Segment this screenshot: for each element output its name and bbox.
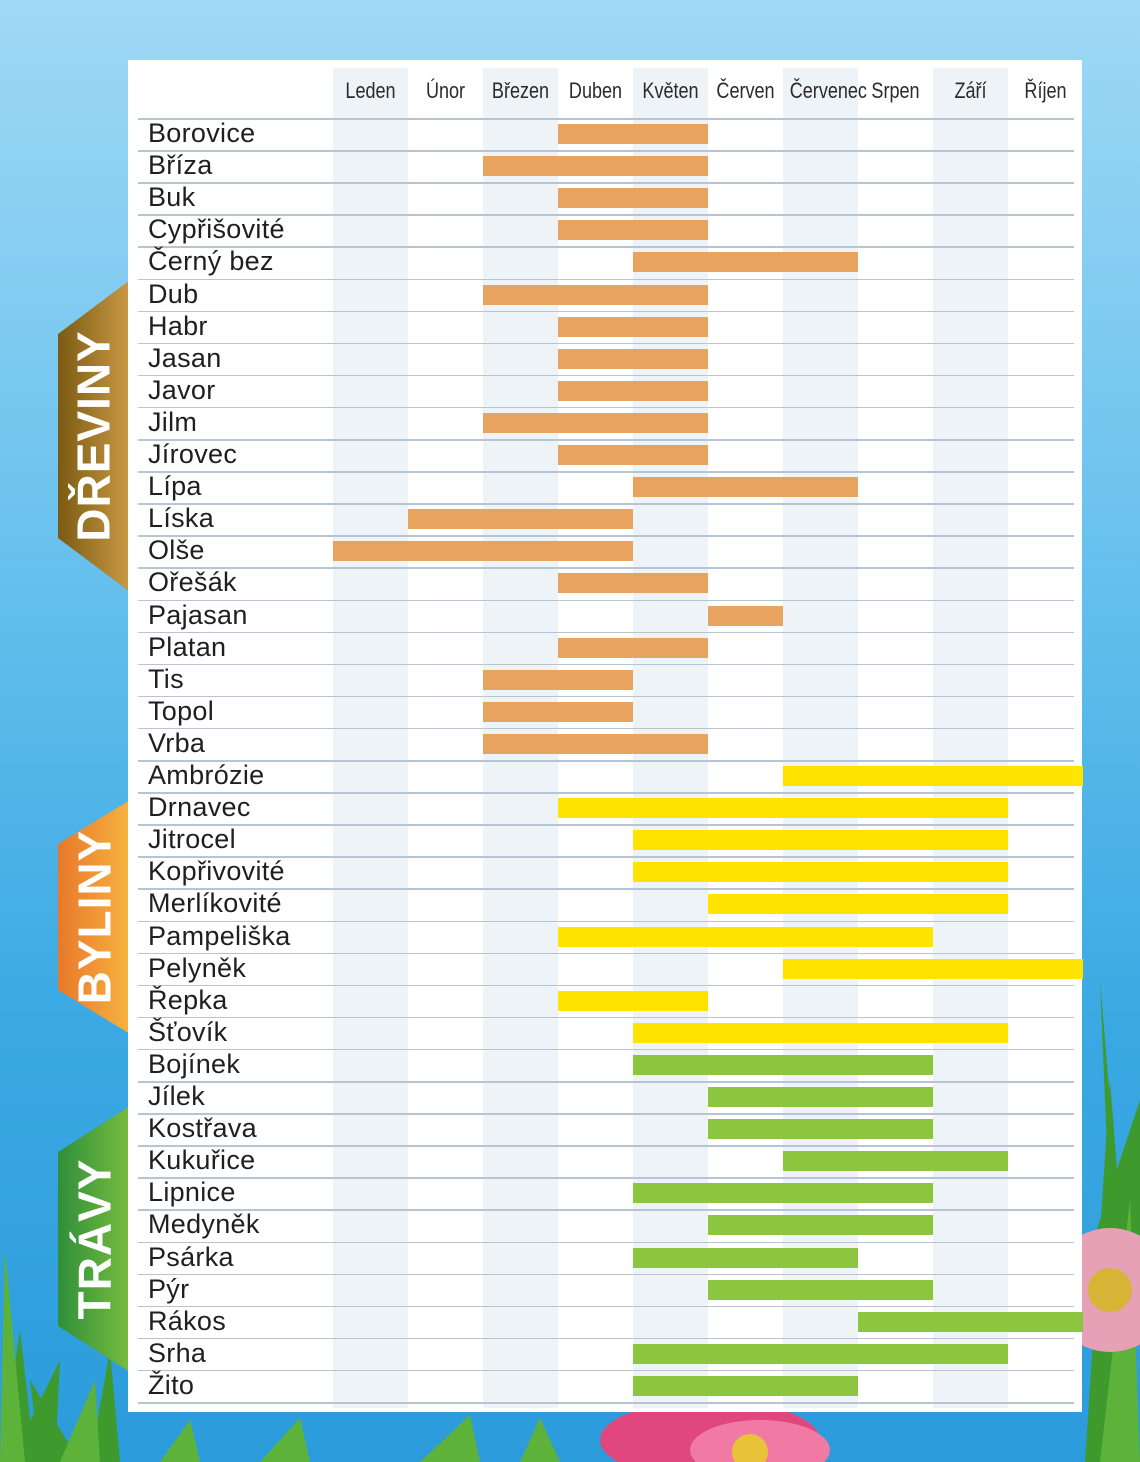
plant-name: Cypřišovité (148, 214, 285, 245)
row-divider (138, 150, 1074, 152)
pollen-season-bar (483, 670, 633, 690)
pollen-season-bar (558, 188, 708, 208)
pollen-season-bar (483, 702, 633, 722)
pollen-season-bar (633, 1344, 1008, 1364)
plant-name: Borovice (148, 118, 256, 148)
row-divider (138, 1209, 1074, 1211)
plant-name: Řepka (148, 984, 228, 1015)
row-divider (138, 953, 1074, 955)
month-label: Duben (568, 78, 623, 103)
row-divider (138, 1402, 1074, 1404)
plant-name: Pýr (148, 1273, 190, 1304)
plant-name: Lipnice (148, 1177, 236, 1208)
row-divider (138, 1145, 1074, 1147)
pollen-season-bar (708, 606, 783, 626)
pollen-season-bar (558, 317, 708, 337)
group-tab-byliny (58, 800, 130, 1034)
pollen-season-bar (558, 381, 708, 401)
plant-name: Srha (148, 1337, 207, 1368)
plant-name: Rákos (148, 1305, 227, 1336)
row-divider (138, 760, 1074, 762)
plant-name: Drnavec (148, 792, 251, 823)
pollen-season-bar (333, 541, 633, 561)
row-divider (138, 1113, 1074, 1115)
row-divider (138, 471, 1074, 473)
pollen-season-bar (858, 1312, 1083, 1332)
row-divider (138, 728, 1074, 730)
row-divider (138, 664, 1074, 666)
row-divider (138, 696, 1074, 698)
pollen-season-bar (633, 1248, 858, 1268)
pollen-season-bar (558, 573, 708, 593)
month-label: Září (954, 78, 987, 103)
row-divider (138, 246, 1074, 248)
row-divider (138, 1338, 1074, 1340)
pollen-season-bar (633, 1055, 933, 1075)
row-divider (138, 439, 1074, 441)
pollen-season-bar (708, 1119, 933, 1139)
pollen-season-bar (558, 927, 933, 947)
plant-name: Jírovec (148, 439, 238, 469)
row-divider (138, 118, 1074, 120)
plant-name: Jilm (148, 406, 198, 437)
pollen-season-bar (558, 798, 1008, 818)
plant-name: Medyněk (148, 1209, 260, 1240)
row-divider (138, 311, 1074, 313)
pollen-season-bar (783, 1151, 1008, 1171)
plant-name: Olše (148, 535, 205, 566)
plant-name: Kopřivovité (148, 856, 285, 887)
plant-name: Kostřava (148, 1113, 257, 1144)
plant-name: Šťovík (148, 1016, 228, 1047)
row-divider (138, 792, 1074, 794)
row-divider (138, 1306, 1074, 1308)
row-divider (138, 535, 1074, 537)
plant-name: Lípa (148, 471, 202, 502)
group-tab-dreviny (58, 280, 130, 592)
plant-name: Bříza (148, 150, 213, 181)
plant-name: Bojínek (148, 1048, 241, 1079)
row-divider (138, 567, 1074, 569)
group-label-byliny: BYLINY (68, 829, 120, 1005)
plant-name: Topol (148, 695, 215, 726)
plant-name: Pajasan (148, 599, 248, 630)
row-divider (138, 1049, 1074, 1051)
pollen-season-bar (483, 413, 708, 433)
pollen-season-bar (783, 766, 1083, 786)
pollen-season-bar (708, 1087, 933, 1107)
pollen-season-bar (633, 1023, 1008, 1043)
plant-name: Jílek (148, 1081, 206, 1111)
group-tab-travy (58, 1106, 130, 1372)
plant-name: Kukuřice (148, 1145, 256, 1176)
row-divider (138, 279, 1074, 281)
pollen-season-bar (558, 638, 708, 658)
plant-name: Černý bez (148, 246, 274, 277)
pollen-season-bar (708, 894, 1008, 914)
plant-name: Tis (148, 663, 184, 694)
pollen-season-bar (633, 477, 858, 497)
pollen-season-bar (483, 734, 708, 754)
month-label: Leden (345, 78, 396, 103)
pollen-season-bar (633, 252, 858, 272)
row-divider (138, 503, 1074, 505)
pollen-season-bar (558, 991, 708, 1011)
plant-name: Pampeliška (148, 920, 291, 951)
pollen-season-bar (558, 349, 708, 369)
plant-name: Vrba (148, 727, 206, 758)
row-divider (138, 985, 1074, 987)
month-label: Srpen (871, 78, 920, 103)
plant-name: Psárka (148, 1241, 234, 1272)
plant-name: Pelyněk (148, 952, 247, 983)
plant-name: Buk (148, 182, 196, 213)
pollen-season-bar (708, 1280, 933, 1300)
pollen-season-bar (783, 959, 1083, 979)
row-divider (138, 600, 1074, 602)
row-divider (138, 343, 1074, 345)
month-column-stripe (333, 68, 408, 1408)
month-label: Květen (642, 78, 699, 103)
pollen-calendar-panel (128, 60, 1082, 1412)
pollen-season-bar (483, 156, 708, 176)
plant-name: Žito (148, 1369, 195, 1400)
month-label: Říjen (1024, 78, 1067, 103)
row-divider (138, 824, 1074, 826)
plant-name: Líska (148, 503, 215, 534)
pollen-season-bar (708, 1215, 933, 1235)
pollen-season-bar (483, 285, 708, 305)
month-label: Březen (491, 78, 550, 103)
plant-name: Merlíkovité (148, 888, 282, 919)
pollen-season-bar (558, 445, 708, 465)
pollen-season-bar (633, 862, 1008, 882)
group-label-travy: TRÁVY (68, 1158, 120, 1320)
pollen-season-bar (408, 509, 633, 529)
plant-name: Habr (148, 310, 208, 341)
row-divider (138, 1242, 1074, 1244)
row-divider (138, 1370, 1074, 1372)
pollen-season-bar (633, 830, 1008, 850)
month-label: Červenec (789, 78, 867, 103)
pollen-season-bar (633, 1376, 858, 1396)
row-divider (138, 1274, 1074, 1276)
row-divider (138, 375, 1074, 377)
row-divider (138, 1177, 1074, 1179)
plant-name: Dub (148, 278, 199, 309)
plant-name: Ambrózie (148, 760, 265, 790)
plant-name: Jitrocel (148, 824, 236, 855)
row-divider (138, 1017, 1074, 1019)
plant-name: Javor (148, 374, 216, 405)
plant-name: Platan (148, 631, 227, 662)
plant-name: Jasan (148, 342, 222, 373)
month-label: Červen (716, 78, 775, 103)
plant-name: Ořešák (148, 567, 237, 598)
pollen-season-bar (558, 124, 708, 144)
month-label: Únor (425, 78, 466, 103)
row-divider (138, 1081, 1074, 1083)
group-label-dreviny: DŘEVINY (68, 330, 121, 542)
pollen-season-bar (558, 220, 708, 240)
row-divider (138, 632, 1074, 634)
row-divider (138, 407, 1074, 409)
pollen-season-bar (633, 1183, 933, 1203)
month-column-stripe (933, 68, 1008, 1408)
row-divider (138, 182, 1074, 184)
